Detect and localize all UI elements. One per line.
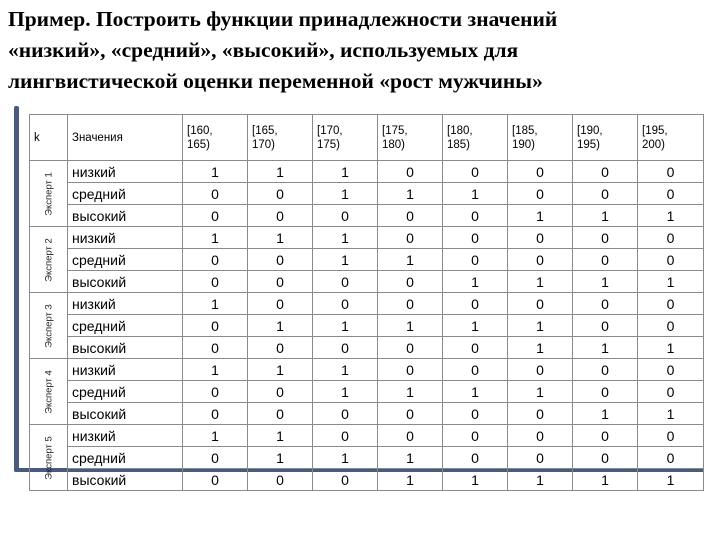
table-cell: 0 [443, 403, 508, 425]
table-row [30, 205, 704, 227]
table-cell: 0 [313, 425, 378, 447]
row-label: низкий [68, 359, 183, 381]
table-cell: 0 [508, 403, 573, 425]
row-label: средний [68, 249, 183, 271]
table-cell: 0 [573, 315, 638, 337]
table-cell: 0 [378, 161, 443, 183]
table-cell: 0 [443, 425, 508, 447]
header-value: Значения [68, 115, 183, 161]
table-row [30, 425, 704, 447]
table-cell: 0 [508, 447, 573, 469]
header-range: [165, 170) [248, 115, 313, 161]
table-cell: 0 [248, 205, 313, 227]
table-cell: 1 [313, 381, 378, 403]
table-cell: 0 [638, 183, 704, 205]
table-cell: 0 [443, 359, 508, 381]
table-cell: 1 [248, 425, 313, 447]
table-cell: 0 [573, 249, 638, 271]
expert-label-cell [30, 359, 68, 425]
table-body [30, 161, 704, 491]
table-cell: 0 [638, 381, 704, 403]
table-cell: 1 [378, 183, 443, 205]
table-cell: 0 [313, 337, 378, 359]
table-cell: 0 [573, 359, 638, 381]
table-cell: 0 [573, 425, 638, 447]
table-cell: 0 [573, 227, 638, 249]
table-cell: 0 [443, 161, 508, 183]
table-cell: 1 [313, 359, 378, 381]
table-cell: 0 [248, 271, 313, 293]
table-cell: 0 [638, 425, 704, 447]
title-line: Пример. Построить функции принадлежности значений [8, 7, 558, 31]
table-cell: 0 [378, 271, 443, 293]
header-range: [195, 200) [638, 115, 704, 161]
table-cell: 1 [248, 315, 313, 337]
table-cell: 1 [313, 249, 378, 271]
table-cell: 0 [183, 447, 248, 469]
row-label: низкий [68, 293, 183, 315]
table-cell: 0 [248, 381, 313, 403]
row-label: высокий [68, 205, 183, 227]
table-cell: 0 [443, 337, 508, 359]
table-cell: 1 [638, 271, 704, 293]
table-cell: 1 [183, 293, 248, 315]
table-cell: 0 [313, 205, 378, 227]
title-line: «низкий», «средний», «высокий», используемых для [8, 38, 519, 62]
table-cell: 0 [443, 227, 508, 249]
table-cell: 1 [183, 161, 248, 183]
table-cell: 1 [378, 447, 443, 469]
table-row [30, 403, 704, 425]
table-cell: 1 [443, 315, 508, 337]
table-cell: 1 [638, 337, 704, 359]
expert-label-cell [30, 227, 68, 293]
table-cell: 0 [573, 161, 638, 183]
row-label: средний [68, 315, 183, 337]
table-cell: 0 [248, 183, 313, 205]
table-cell: 1 [573, 271, 638, 293]
expert-label: Эксперт 1 [43, 171, 54, 216]
table-cell: 0 [378, 293, 443, 315]
table-cell: 0 [183, 469, 248, 491]
table-cell: 0 [638, 447, 704, 469]
table-cell: 1 [378, 315, 443, 337]
row-label: высокий [68, 403, 183, 425]
row-label: низкий [68, 161, 183, 183]
table-cell: 0 [248, 403, 313, 425]
expert-label: Эксперт 2 [43, 237, 54, 282]
table-cell: 0 [248, 249, 313, 271]
table-row [30, 271, 704, 293]
membership-table [29, 114, 704, 491]
table-cell: 0 [573, 183, 638, 205]
row-label: высокий [68, 469, 183, 491]
table-cell: 0 [313, 293, 378, 315]
table-row [30, 359, 704, 381]
table-cell: 1 [638, 205, 704, 227]
table-cell: 0 [573, 293, 638, 315]
table-cell: 0 [378, 403, 443, 425]
table-cell: 0 [573, 381, 638, 403]
header-range: [190, 195) [573, 115, 638, 161]
table-cell: 1 [508, 271, 573, 293]
header-range: [175, 180) [378, 115, 443, 161]
table-cell: 1 [638, 469, 704, 491]
table-cell: 1 [508, 381, 573, 403]
header-k: k [30, 115, 68, 161]
table-cell: 1 [573, 337, 638, 359]
table-cell: 0 [508, 293, 573, 315]
table-cell: 0 [638, 359, 704, 381]
table-cell: 0 [508, 359, 573, 381]
table-cell: 1 [508, 469, 573, 491]
table-cell: 1 [508, 337, 573, 359]
expert-label-cell [30, 161, 68, 227]
table-cell: 0 [248, 469, 313, 491]
row-label: высокий [68, 271, 183, 293]
table-cell: 0 [443, 447, 508, 469]
table-cell: 0 [378, 227, 443, 249]
table-cell: 1 [313, 447, 378, 469]
table-cell: 0 [248, 337, 313, 359]
row-label: средний [68, 447, 183, 469]
table-cell: 0 [638, 227, 704, 249]
table-cell: 1 [443, 271, 508, 293]
table-cell: 1 [248, 161, 313, 183]
table-cell: 0 [183, 337, 248, 359]
table-cell: 0 [183, 183, 248, 205]
table-cell: 1 [378, 381, 443, 403]
expert-label: Эксперт 3 [43, 303, 54, 348]
table-cell: 1 [378, 249, 443, 271]
table-row [30, 293, 704, 315]
table-cell: 0 [313, 403, 378, 425]
table-cell: 1 [443, 183, 508, 205]
table-cell: 0 [183, 381, 248, 403]
table-cell: 0 [508, 425, 573, 447]
table-cell: 0 [313, 469, 378, 491]
table-row [30, 183, 704, 205]
row-label: низкий [68, 227, 183, 249]
row-label: средний [68, 381, 183, 403]
table-cell: 0 [638, 293, 704, 315]
table-cell: 1 [508, 205, 573, 227]
table-cell: 1 [313, 227, 378, 249]
table-cell: 0 [443, 249, 508, 271]
table-cell: 0 [378, 205, 443, 227]
table-cell: 0 [638, 249, 704, 271]
table-cell: 1 [443, 381, 508, 403]
table-cell: 1 [638, 403, 704, 425]
membership-table-container [29, 114, 703, 495]
title-line: лингвистической оценки переменной «рост мужчины» [8, 69, 543, 93]
table-cell: 0 [183, 205, 248, 227]
table-row [30, 447, 704, 469]
table-row [30, 249, 704, 271]
table-cell: 1 [183, 227, 248, 249]
table-cell: 1 [183, 425, 248, 447]
table-cell: 1 [313, 183, 378, 205]
header-range: [160, 165) [183, 115, 248, 161]
table-cell: 1 [573, 403, 638, 425]
table-cell: 0 [508, 183, 573, 205]
expert-label: Эксперт 4 [43, 369, 54, 414]
header-range: [180, 185) [443, 115, 508, 161]
table-cell: 1 [248, 359, 313, 381]
table-cell: 0 [443, 293, 508, 315]
table-row [30, 337, 704, 359]
table-cell: 1 [378, 469, 443, 491]
table-cell: 1 [573, 205, 638, 227]
table-row [30, 381, 704, 403]
table-cell: 1 [313, 161, 378, 183]
table-cell: 1 [183, 359, 248, 381]
table-cell: 0 [183, 271, 248, 293]
row-label: средний [68, 183, 183, 205]
table-cell: 0 [378, 425, 443, 447]
row-label: низкий [68, 425, 183, 447]
table-cell: 0 [508, 161, 573, 183]
table-row [30, 161, 704, 183]
table-cell: 0 [573, 447, 638, 469]
header-row [30, 115, 704, 161]
table-cell: 1 [573, 469, 638, 491]
left-accent-bar [14, 106, 19, 472]
table-cell: 0 [508, 227, 573, 249]
table-row [30, 315, 704, 337]
table-cell: 0 [378, 359, 443, 381]
table-cell: 1 [313, 315, 378, 337]
table-cell: 0 [313, 271, 378, 293]
table-cell: 0 [638, 161, 704, 183]
table-cell: 1 [443, 469, 508, 491]
slide-title [8, 4, 708, 97]
header-range: [170, 175) [313, 115, 378, 161]
table-cell: 0 [508, 249, 573, 271]
row-label: высокий [68, 337, 183, 359]
table-row [30, 469, 704, 491]
table-cell: 0 [183, 403, 248, 425]
table-cell: 0 [443, 205, 508, 227]
table-cell: 1 [248, 447, 313, 469]
expert-label-cell [30, 293, 68, 359]
table-row [30, 227, 704, 249]
table-cell: 1 [248, 227, 313, 249]
table-cell: 0 [183, 249, 248, 271]
header-range: [185, 190) [508, 115, 573, 161]
expert-label-cell [30, 425, 68, 491]
table-cell: 0 [183, 315, 248, 337]
table-cell: 0 [378, 337, 443, 359]
table-cell: 0 [248, 293, 313, 315]
table-cell: 1 [508, 315, 573, 337]
expert-label: Эксперт 5 [43, 435, 54, 480]
table-cell: 0 [638, 315, 704, 337]
